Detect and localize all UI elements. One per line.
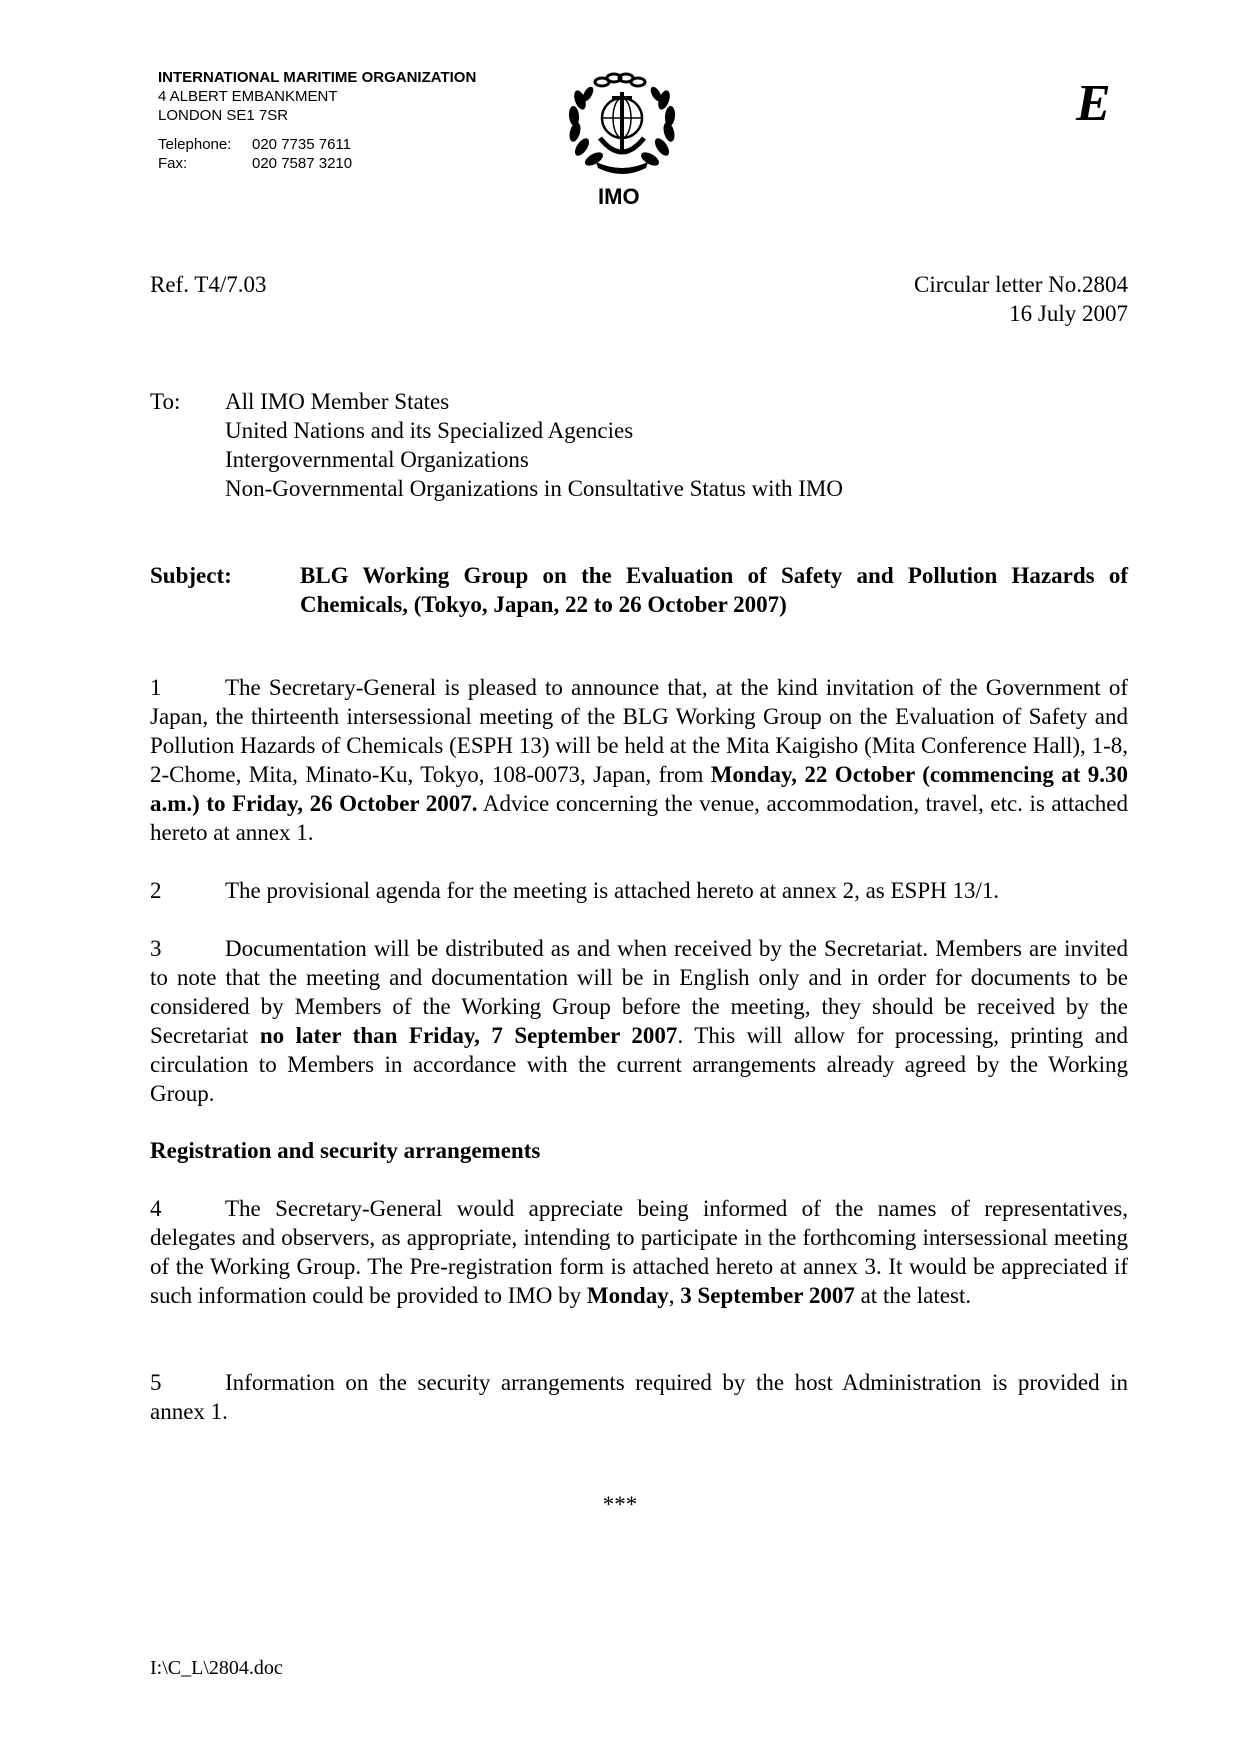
recipient-line: All IMO Member States — [225, 389, 450, 414]
paragraph-2 — [150, 876, 1128, 905]
language-mark: E — [1076, 75, 1111, 132]
organization-name: INTERNATIONAL MARITIME ORGANIZATION — [158, 69, 477, 86]
fax-row — [158, 154, 476, 173]
paragraph-number: 2 — [150, 878, 162, 903]
section-heading: Registration and security arrangements — [150, 1138, 541, 1163]
paragraph-4 — [150, 1194, 1128, 1310]
text-run: Documentation will be distributed as and when received by the Secretariat. Members are invited to note that the meeting and documentation will be in English only and in order for documents to be considered by Members of the Working Group before the meeting, they should be received by the Secretariat — [150, 936, 1128, 1048]
address-line-1: 4 ALBERT EMBANKMENT — [158, 88, 338, 105]
recipient-line: Intergovernmental Organizations — [225, 447, 529, 472]
circular-block — [914, 270, 1128, 328]
recipient-line: Non-Governmental Organizations in Consultative Status with IMO — [225, 476, 843, 501]
fax-number: 020 7587 3210 — [252, 155, 353, 172]
telephone-label: Telephone: — [158, 136, 232, 153]
text-run: , — [668, 1283, 681, 1308]
address-line-2: LONDON SE1 7SR — [158, 107, 289, 124]
text-run: at the latest. — [854, 1283, 972, 1308]
paragraph-text — [225, 878, 999, 903]
paragraph-text — [150, 936, 1128, 1106]
paragraph-5 — [150, 1368, 1128, 1426]
emphasized-text: no later than Friday, 7 September 2007 — [259, 1023, 678, 1048]
telephone-row — [158, 135, 476, 154]
telephone-number: 020 7735 7611 — [252, 136, 351, 153]
imo-emblem-icon — [560, 70, 684, 182]
text-run: The provisional agenda for the meeting is attached hereto at annex 2, as ESPH 13/1. — [225, 878, 1000, 903]
paragraph-text — [150, 1370, 1128, 1424]
paragraph-1 — [150, 673, 1128, 847]
fax-label: Fax: — [158, 155, 188, 172]
recipient-line: United Nations and its Specialized Agencies — [225, 418, 634, 443]
text-run: The Secretary-General is pleased to announce that, at the kind invitation of the Government of Japan, the thirteenth intersessional meeting of the BLG Working Group on the Evaluation of Safety and Pollution Hazards of Chemicals (ESPH 13) will be held at the Mita Kaigisho (Mita Conference Hall), 1-8, 2-Chome, Mita, Minato-Ku, Tokyo, 108-0073, Japan, from — [150, 675, 1128, 787]
paragraph-text — [150, 675, 1128, 845]
section-separator: *** — [602, 1492, 638, 1517]
file-path-footer: I:\C_L\2804.doc — [150, 1657, 283, 1679]
text-run: Advice concerning the venue, accommodation, travel, etc. is attached hereto at annex 1. — [150, 791, 1129, 845]
imo-label: IMO — [598, 184, 640, 209]
reference-number: Ref. T4/7.03 — [150, 272, 267, 297]
emphasized-text: Monday, 22 October (commencing at 9.30 a.m.) to Friday, 26 October 2007. — [150, 762, 1129, 816]
circular-letter-number: Circular letter No.2804 — [914, 272, 1128, 297]
paragraph-number: 1 — [150, 675, 162, 700]
text-run: . This will allow for processing, printing and circulation to Members in accordance with the current arrangements already agreed by the Working Group. — [150, 1023, 1128, 1106]
paragraph-3 — [150, 934, 1128, 1108]
paragraph-number: 3 — [150, 936, 162, 961]
letter-date: 16 July 2007 — [1009, 301, 1128, 326]
emphasized-text: Monday — [586, 1283, 669, 1308]
paragraph-number: 5 — [150, 1370, 162, 1395]
paragraph-number: 4 — [150, 1196, 162, 1221]
text-run: Information on the security arrangements required by the host Administration is provided in annex 1. — [150, 1370, 1128, 1424]
subject-label: Subject: — [150, 563, 232, 588]
to-label: To: — [150, 389, 181, 414]
subject-text: BLG Working Group on the Evaluation of Safety and Pollution Hazards of Chemicals, (Tokyo, Japan, 22 to 26 October 2007) — [300, 563, 1128, 617]
recipient-list — [225, 387, 1125, 503]
letterhead — [158, 68, 476, 173]
paragraph-text — [150, 1196, 1128, 1308]
text-run: The Secretary-General would appreciate being informed of the names of representatives, delegates and observers, as appropriate, intending to participate in the forthcoming intersessional meeting of the Working Group. The Pre-registration form is attached hereto at annex 3. It would be appreciated if such information could be provided to IMO by — [150, 1196, 1128, 1308]
contact-details — [158, 135, 476, 173]
emphasized-text: 3 September 2007 — [680, 1283, 855, 1308]
